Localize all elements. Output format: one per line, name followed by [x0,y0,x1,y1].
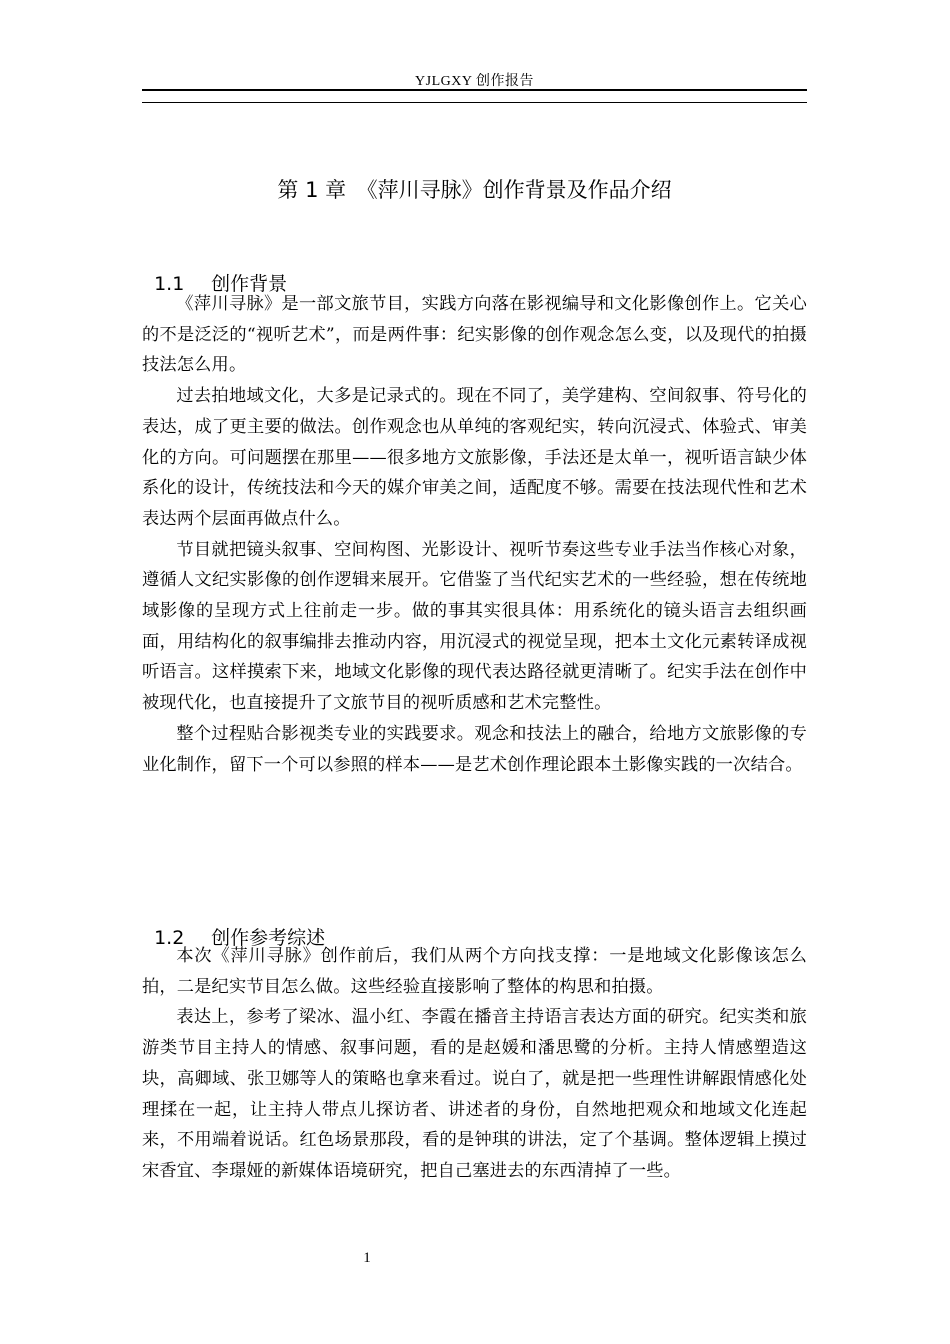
section-body-1-2 [142,941,807,1187]
page-number: 1 [363,1250,371,1266]
paragraph: 整个过程贴合影视类专业的实践要求。观念和技法上的融合，给地方文旅影像的专业化制作，留下一个可以参照的样本——是艺术创作理论跟本土影像实践的一次结合。 [142,723,807,775]
paragraph: 节目就把镜头叙事、空间构图、光影设计、视听节奏这些专业手法当作核心对象，遵循人文纪实影像的创作逻辑来展开。它借鉴了当代纪实艺术的一些经验，想在传统地域影像的呈现方式上往前走一步。做的事其实很具体：用系统化的镜头语言去组织画面，用结构化的叙事编排去推动内容，用沉浸式的视觉呈现，把本土文化元素转译成视听语言。这样摸索下来，地域文化影像的现代表达路径就更清晰了。纪实手法在创作中被现代化，也直接提升了文旅节目的视听质感和艺术完整性。 [142,539,807,714]
section-number: 1.2 [154,927,185,949]
header-rule-thin [142,102,807,103]
section-title: 创作参考综述 [211,927,326,949]
paragraph: 表达上，参考了梁冰、温小红、李霞在播音主持语言表达方面的研究。纪实类和旅游类节目主持人的情感、叙事问题，看的是赵媛和潘思鹭的分析。主持人情感塑造这块，高卿域、张卫娜等人的策略也拿来看过。说白了，就是把一些理性讲解跟情感化处理揉在一起，让主持人带点儿探访者、讲述者的身份，自然地把观众和地域文化连起来，不用端着说话。红色场景那段，看的是钟琪的讲法，定了个基调。整体逻辑上摸过宋香宜、李璟娅的新媒体语境研究，把自己塞进去的东西清掉了一些。 [142,1007,807,1181]
page-header: YJLGXY 创作报告 [415,74,534,89]
paragraph: 过去拍地域文化，大多是记录式的。现在不同了，美学建构、空间叙事、符号化的表达，成了更主要的做法。创作观念也从单纯的客观纪实，转向沉浸式、体验式、审美化的方向。可问题摆在那里——很多地方文旅影像，手法还是太单一，视听语言缺少体系化的设计，传统技法和今天的媒介审美之间，适配度不够。需要在技法现代性和艺术表达两个层面再做点什么。 [142,386,807,529]
section-body-1-1 [142,289,807,780]
header-rule-thick [142,89,807,91]
paragraph: 《萍川寻脉》是一部文旅节目，实践方向落在影视编导和文化影像创作上。它关心的不是泛泛的“视听艺术”，而是两件事：纪实影像的创作观念怎么变，以及现代的拍摄技法怎么用。 [142,294,807,376]
section-title: 创作背景 [211,273,288,295]
paragraph: 本次《萍川寻脉》创作前后，我们从两个方向找支撑：一是地域文化影像该怎么拍，二是纪实节目怎么做。这些经验直接影响了整体的构思和拍摄。 [142,946,807,997]
section-number: 1.1 [154,273,185,295]
chapter-title: 第 1 章 《萍川寻脉》创作背景及作品介绍 [277,178,672,202]
